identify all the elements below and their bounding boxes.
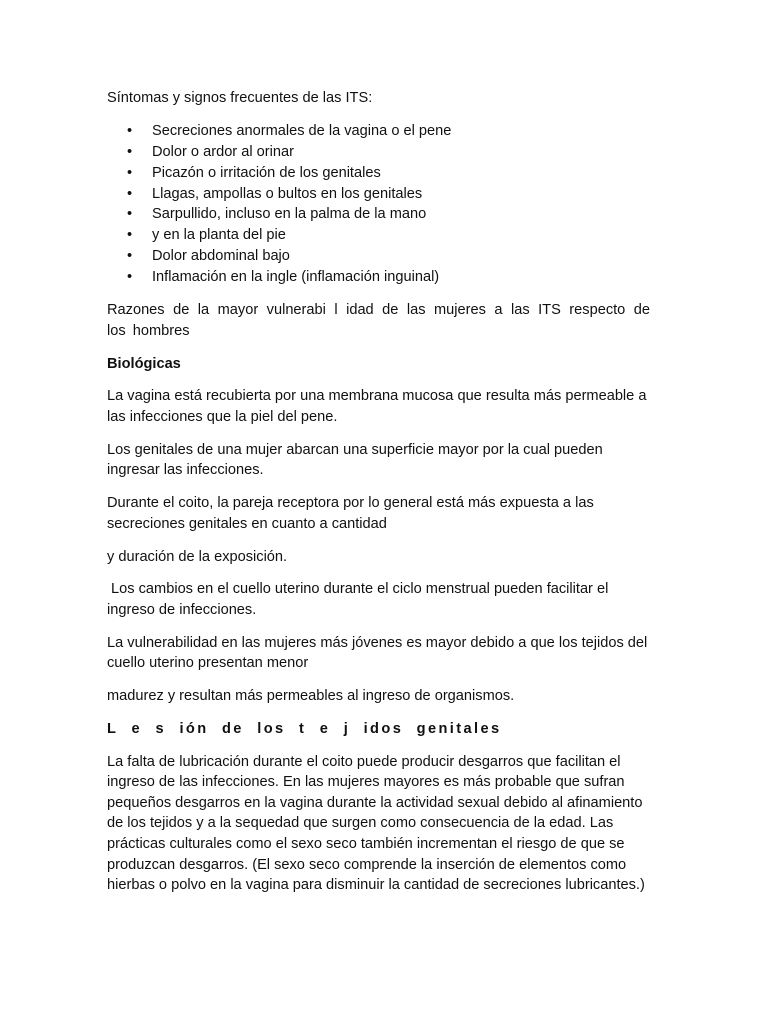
vulnerability-reasons: Razones de la mayor vulnerabi l idad de las mujeres a las ITS respecto de los hombres: [107, 302, 650, 339]
paragraph: y duración de la exposición.: [107, 548, 288, 565]
biological-heading: Biológicas: [107, 355, 181, 372]
paragraph: Los cambios en el cuello uterino durante el ciclo menstrual pueden facilitar el ingreso de infecciones.: [107, 581, 609, 618]
list-item: • y en la planta del pie: [107, 225, 650, 246]
list-item: • Llagas, ampollas o bultos en los genitales: [107, 184, 650, 205]
list-item: • Inflamación en la ingle (inflamación inguinal): [107, 267, 650, 288]
list-item: • Picazón o irritación de los genitales: [107, 163, 650, 184]
list-item: • Dolor abdominal bajo: [107, 246, 650, 267]
bullet-icon: •: [127, 248, 133, 265]
bullet-icon: •: [127, 122, 133, 139]
paragraph: Los genitales de una mujer abarcan una superficie mayor por la cual pueden ingresar las infecciones.: [107, 441, 603, 479]
paragraph: Durante el coito, la pareja receptora por lo general está más expuesta a las secreciones genitales en cuanto a cantidad: [107, 495, 594, 532]
bullet-icon: •: [127, 185, 133, 202]
bullet-icon: •: [127, 206, 133, 223]
paragraph: La vagina está recubierta por una membrana mucosa que resulta más permeable a las infecciones que la piel del pene.: [107, 388, 647, 425]
bullet-icon: •: [127, 143, 133, 160]
document-page: [107, 88, 650, 908]
lesion-paragraph: La falta de lubricación durante el coito puede producir desgarros que facilitan el ingreso de las infecciones. En las mujeres mayores es más probable que sufran pequeños desgarros en la vagina durante la actividad sexual debido al afinamiento de los tejidos y a la sequedad que surgen como consecuencia de la edad. Las prácticas culturales como el sexo seco también incrementan el riesgo de que se produzcan desgarros. (El sexo seco comprende la inserción de elementos como hierbas o polvo en la vagina para disminuir la cantidad de secreciones lubricantes.): [107, 753, 645, 894]
paragraph: La vulnerabilidad en las mujeres más jóvenes es mayor debido a que los tejidos del cuello uterino presentan menor: [107, 634, 648, 672]
symptoms-list: [107, 121, 650, 288]
paragraph: madurez y resultan más permeables al ingreso de organismos.: [107, 688, 515, 705]
bullet-icon: •: [127, 164, 133, 181]
bullet-icon: •: [127, 269, 133, 286]
list-item: • Sarpullido, incluso en la palma de la mano: [107, 204, 650, 225]
bullet-icon: •: [127, 227, 133, 244]
list-item: • Dolor o ardor al orinar: [107, 142, 650, 163]
symptoms-intro: Síntomas y signos frecuentes de las ITS:: [107, 90, 373, 106]
list-item: • Secreciones anormales de la vagina o el pene: [107, 121, 650, 142]
tissue-lesion-heading: L e s ión de los t e j idos genitales: [107, 720, 502, 737]
